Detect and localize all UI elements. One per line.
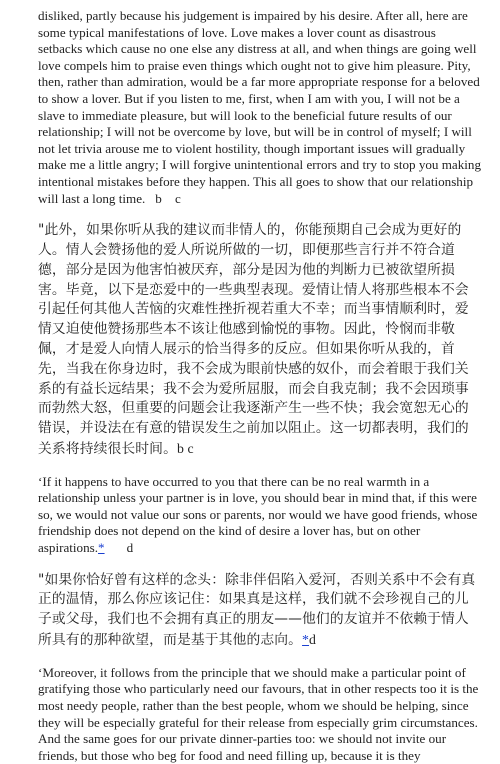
- paragraph-english-2: [38, 474, 482, 557]
- section-markers: b c: [176, 440, 194, 456]
- paragraph-text: ‘Moreover, it follows from the principle that we should make a particular point of gratifying those who particularly need our favours, that in other respects too it is the most needy people, rather than the best people, whom we should be helping, since they will be especially grateful for their release from especially grim circumstances. And the same goes for our private dinner-parties too: we should not invite our friends, but those who beg for food and need filling up, because it is they: [38, 664, 479, 763]
- paragraph-chinese-1: [38, 221, 482, 460]
- section-marker: d: [126, 540, 134, 556]
- paragraph-english-3: [38, 665, 482, 764]
- paragraph-text: "如果你恰好曾有这样的念头：除非伴侣陷入爱河，否则关系中不会有真正的温情，那么你应该记住：如果真是这样，我们就不会珍视自己的儿子或父母，我们也不会拥有真正的朋友——他们的友谊并不依赖于情人所具有的那种欲望，而是基于其他的志向。: [38, 571, 476, 649]
- paragraph-text: ‘If it happens to have occurred to you that there can be no real warmth in a relationship unless your partner is in love, you should bear in mind that, if this were so, we would not value our sons or parents, nor would we have good friends, whose friendship does not depend on the kind of desire a lover has, but on other aspirations.: [38, 473, 478, 556]
- section-marker: d: [309, 632, 317, 648]
- footnote-link[interactable]: *: [302, 632, 310, 648]
- paragraph-text: "此外，如果你听从我的建议而非情人的，你能预期自己会成为更好的人。情人会赞扬他的爱人所说所做的一切，即便那些言行并不符合道德，部分是因为他害怕被厌弃，部分是因为他的判断力已被欲望所损害。毕竟，以下是恋爱中的一些典型表现。爱情让情人将那些根本不会引起任何其他人苦恼的灾难性挫折视若重大不幸；而当事情顺利时，爱情又迫使他赞扬那些本不该让他感到愉悦的事物。因此，怜悯而非敬佩，才是爱人向情人展示的恰当得多的反应。但如果你听从我的，首先，当我在你身边时，我不会成为眼前快感的奴仆，而会着眼于我们关系的有益长远结果；我不会为爱所屈服，而会自我克制；我不会因琐事而勃然大怒，但重要的问题会让我逐渐产生一些不快；我会宽恕无心的错误，并设法在有意的错误发生之前加以阻止。这一切都表明，我们的关系将持续很长时间。: [38, 222, 469, 457]
- paragraph-chinese-2: [38, 571, 482, 651]
- section-markers: b c: [155, 190, 181, 206]
- paragraph-english-1: [38, 8, 482, 207]
- footnote-link[interactable]: *: [98, 540, 105, 556]
- paragraph-text: disliked, partly because his judgement is impaired by his desire. After all, here are some typical manifestations of love. Love makes a lover count as disastrous setbacks which cause no one else any distress at all, and when things are going well love compels him to praise even things which ought not to give him pleasure. Pity, then, rather than admiration, would be a far more appropriate response for a beloved to show a lover. But if you listen to me, first, when I am with you, I will not be a slave to immediate pleasure, but will look to the beneficial future results of our relationship; I will not be overcome by love, but will be in control of myself; I will not let trivia arouse me to violent hostility, though important issues will gradually make me a little angry; I will forgive unintentional errors and try to stop you making intentional mistakes before they happen. This all goes to show that our relationship will last a long time.: [38, 8, 482, 206]
